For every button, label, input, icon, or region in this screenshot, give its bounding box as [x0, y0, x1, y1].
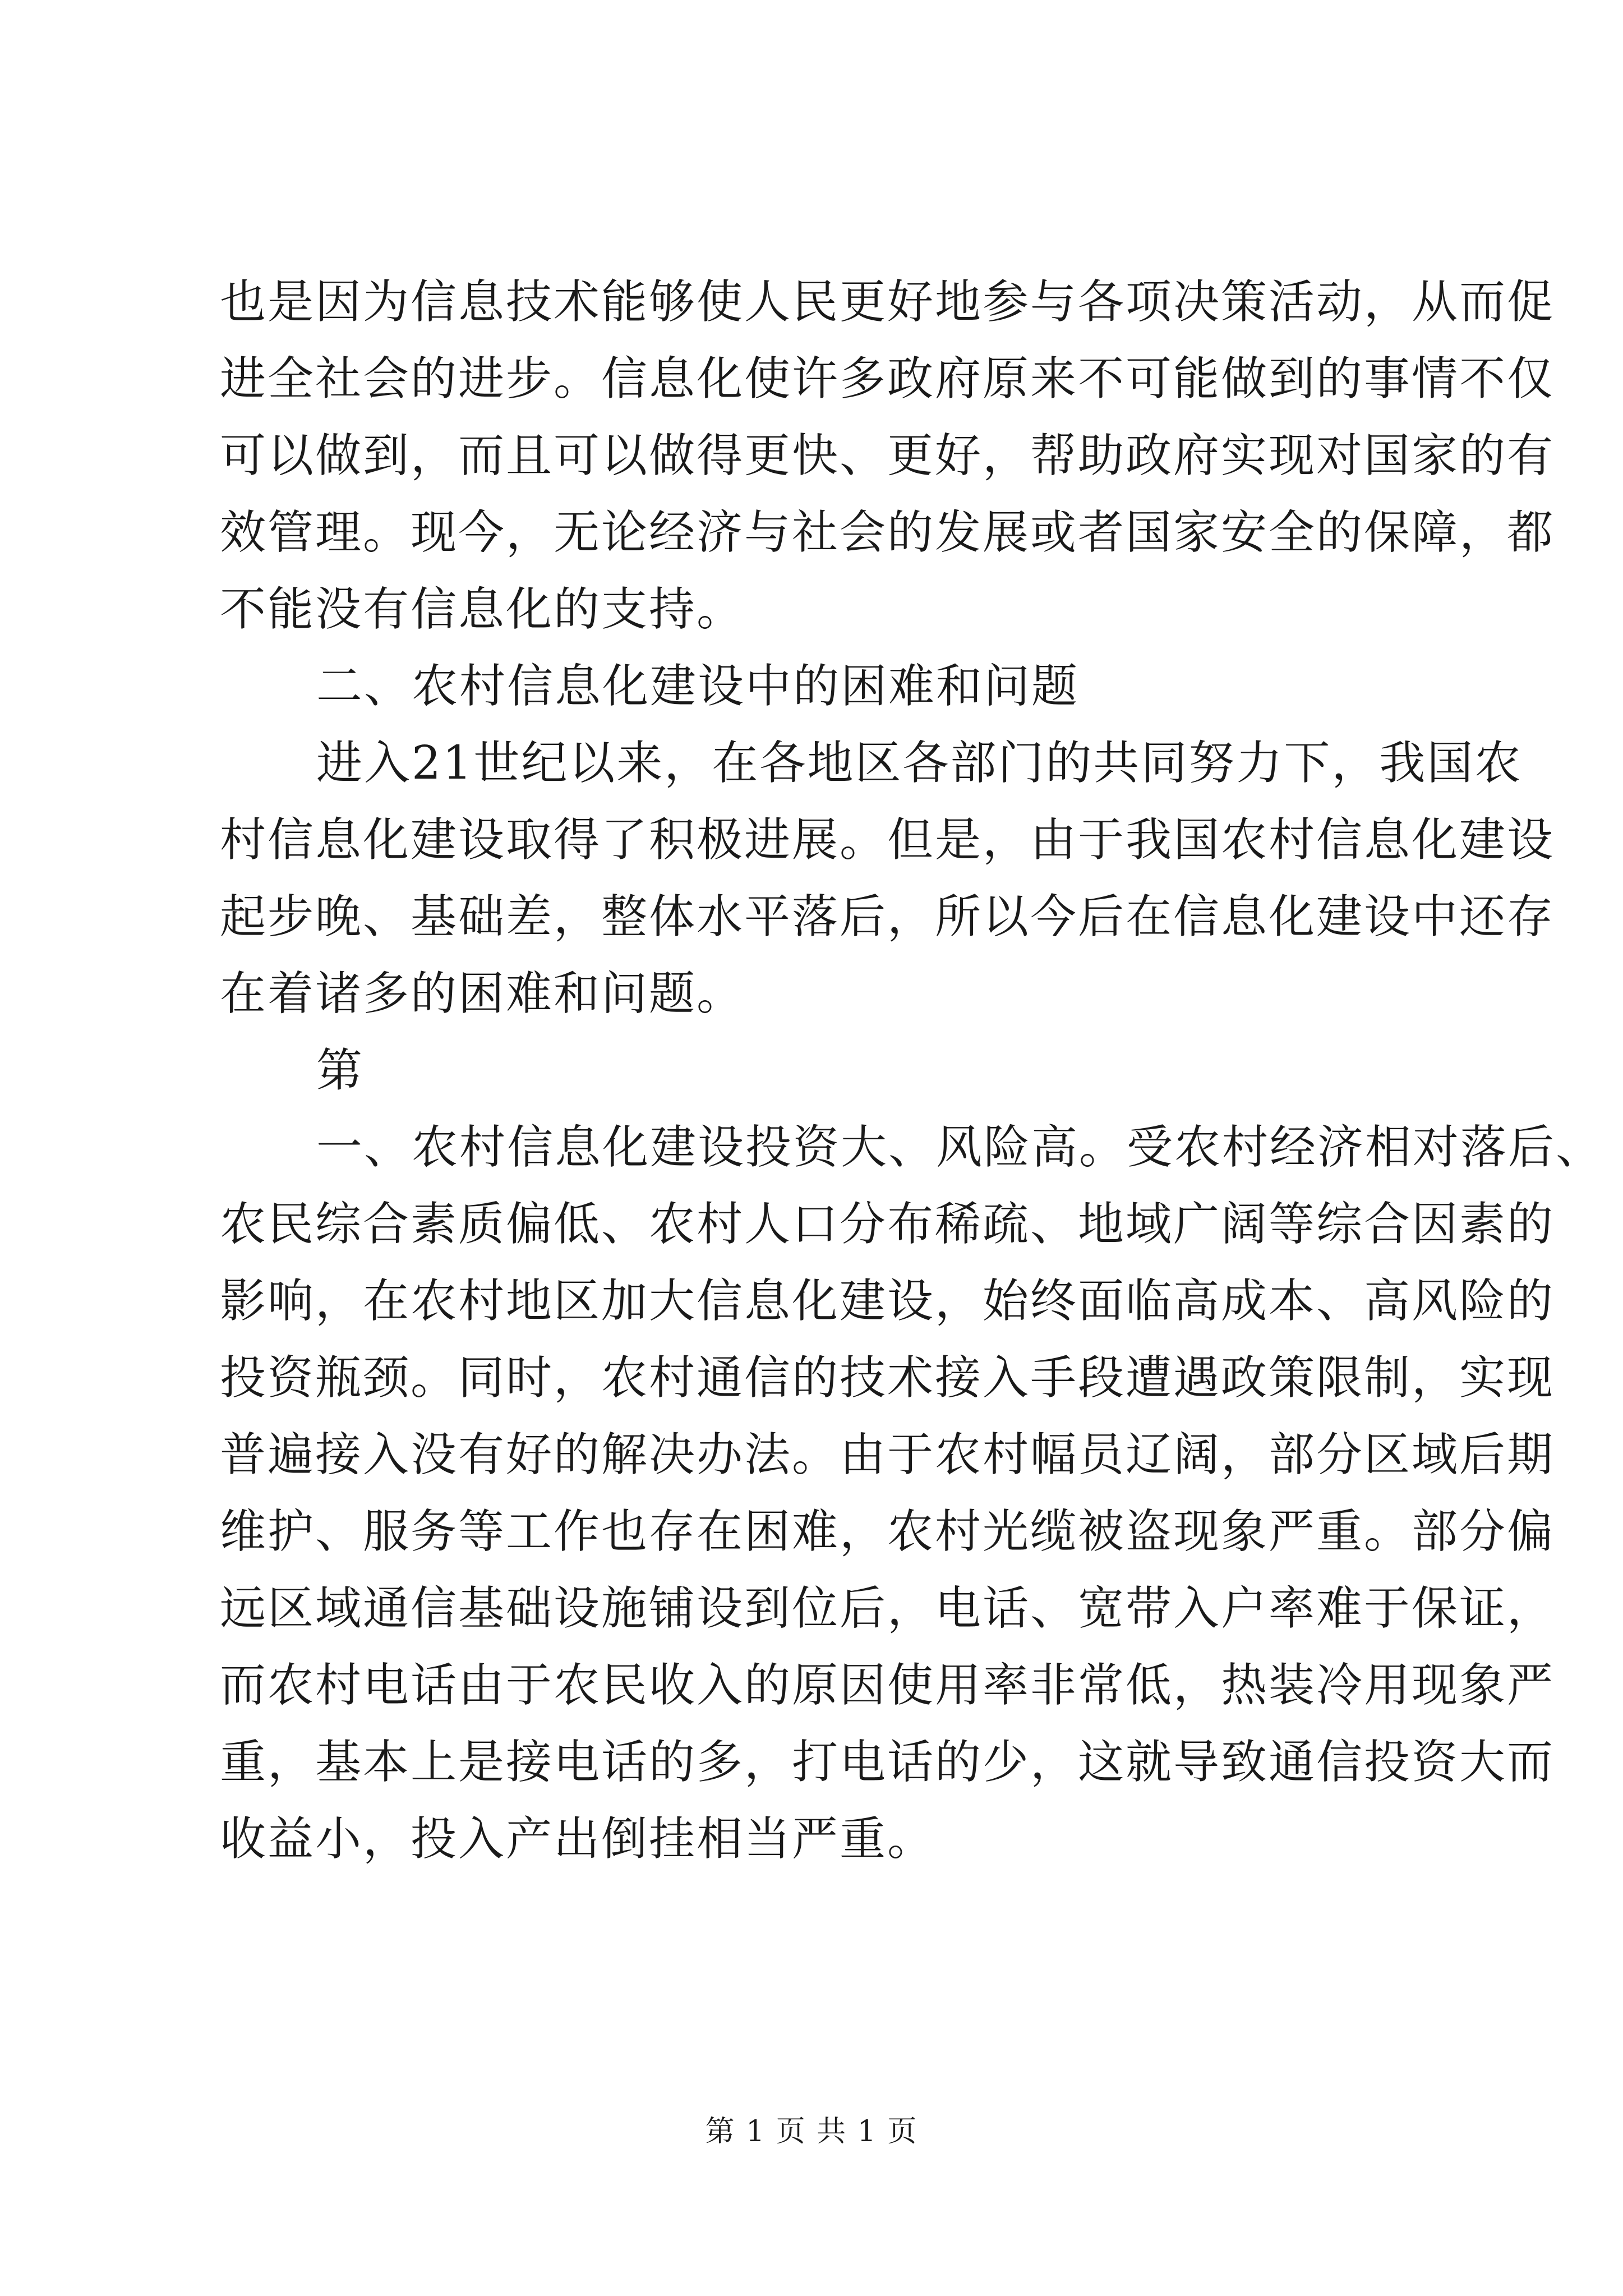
text-line: 普遍接入没有好的解决办法。由于农村幅员辽阔，部分区域后期 [220, 1428, 1555, 1481]
text-line: 村信息化建设取得了积极进展。但是，由于我国农村信息化建设 [220, 813, 1555, 867]
text-line: 远区域通信基础设施铺设到位后，电话、宽带入户率难于保证， [220, 1582, 1555, 1635]
text-line: 在着诸多的困难和问题。 [220, 967, 745, 1020]
page-footer: 第 1 页 共 1 页 [705, 2115, 918, 2148]
document-body [220, 264, 1604, 1878]
text-line: 维护、服务等工作也存在困难，农村光缆被盗现象严重。部分偏 [220, 1505, 1555, 1558]
text-line: 进入21世纪以来，在各地区各部门的共同努力下，我国农 [316, 737, 1523, 790]
text-line: 影响，在农村地区加大信息化建设，始终面临高成本、高风险的 [220, 1274, 1555, 1328]
text-line: 不能没有信息化的支持。 [220, 583, 745, 636]
text-line: 效管理。现今，无论经济与社会的发展或者国家安全的保障，都 [220, 506, 1555, 559]
text-line: 进全社会的进步。信息化使许多政府原来不可能做到的事情不仅 [220, 352, 1555, 406]
text-line: 第 [316, 1044, 365, 1097]
section-heading: 二、农村信息化建设中的困难和问题 [316, 660, 1080, 713]
text-line: 重，基本上是接电话的多，打电话的少，这就导致通信投资大而 [220, 1736, 1555, 1789]
text-line: 收益小，投入产出倒挂相当严重。 [220, 1812, 935, 1866]
text-line: 投资瓶颈。同时，农村通信的技术接入手段遭遇政策限制，实现 [220, 1351, 1555, 1405]
text-line: 一、农村信息化建设投资大、风险高。受农村经济相对落后、 [316, 1121, 1604, 1174]
text-line: 而农村电话由于农民收入的原因使用率非常低，热装冷用现象严 [220, 1659, 1555, 1712]
text-line: 也是因为信息技术能够使人民更好地参与各项决策活动，从而促 [220, 275, 1555, 329]
text-line: 起步晚、基础差，整体水平落后，所以今后在信息化建设中还存 [220, 890, 1555, 944]
text-line: 可以做到，而且可以做得更快、更好，帮助政府实现对国家的有 [220, 429, 1555, 482]
text-line: 农民综合素质偏低、农村人口分布稀疏、地域广阔等综合因素的 [220, 1198, 1555, 1251]
